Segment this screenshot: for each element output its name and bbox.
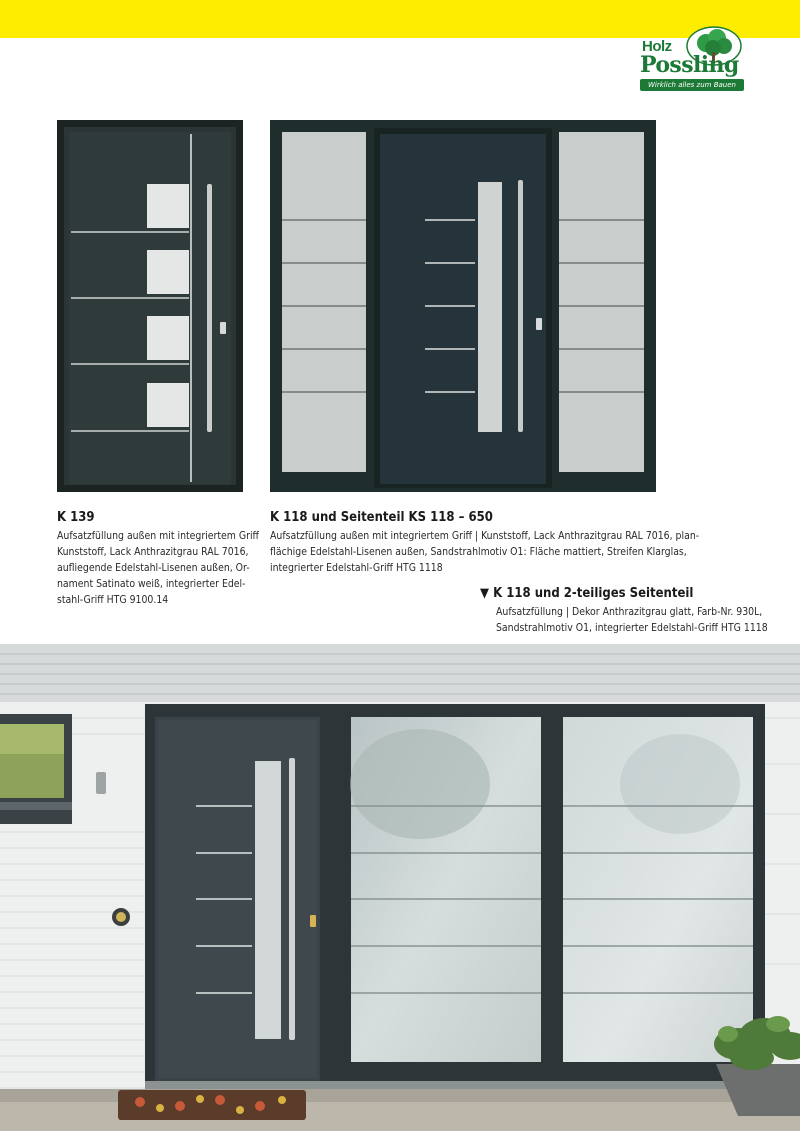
product-title-text: K 118 und 2-teiliges Seitenteil (493, 586, 694, 601)
product-title-k118-2-part (480, 586, 693, 601)
logo-prefix: Holz (642, 38, 672, 55)
description-line: stahl-Griff HTG 9100.14 (57, 594, 169, 606)
description-line: Aufsatzfüllung außen mit integriertem Griff | Kunststoff, Lack Anthrazitgrau RAL 7016, plan- (270, 530, 700, 542)
description-line: nament Satinato weiß, integrierter Edel- (57, 578, 246, 590)
description-line: aufliegende Edelstahl-Lisenen außen, Or- (57, 562, 250, 574)
product-description-k118-ks118 (270, 528, 699, 576)
product-title-k118-ks118: K 118 und Seitenteil KS 118 – 650 (270, 510, 493, 525)
installation-photo (0, 644, 800, 1131)
product-title-k139: K 139 (57, 510, 95, 525)
logo-name: Possling (640, 52, 739, 78)
description-line: Aufsatzfüllung außen mit integriertem Griff (57, 530, 259, 542)
product-image-k139 (57, 120, 243, 492)
triangle-down-icon: ▼ (480, 586, 489, 601)
brand-logo[interactable] (638, 22, 748, 92)
product-description-k118-2-part (496, 604, 768, 636)
description-line: Sandstrahlmotiv O1, integrierter Edelstahl-Griff HTG 1118 (496, 622, 768, 634)
description-line: integrierter Edelstahl-Griff HTG 1118 (270, 562, 443, 574)
description-line: flächige Edelstahl-Lisenen außen, Sandstrahlmotiv O1: Fläche mattiert, Streifen Klarglas, (270, 546, 687, 558)
description-line: Aufsatzfüllung | Dekor Anthrazitgrau glatt, Farb-Nr. 930L, (496, 606, 763, 618)
product-description-k139 (57, 528, 259, 608)
logo-slogan: Wirklich alles zum Bauen (640, 79, 744, 91)
product-image-k118-ks118 (270, 120, 656, 492)
description-line: Kunststoff, Lack Anthrazitgrau RAL 7016, (57, 546, 249, 558)
